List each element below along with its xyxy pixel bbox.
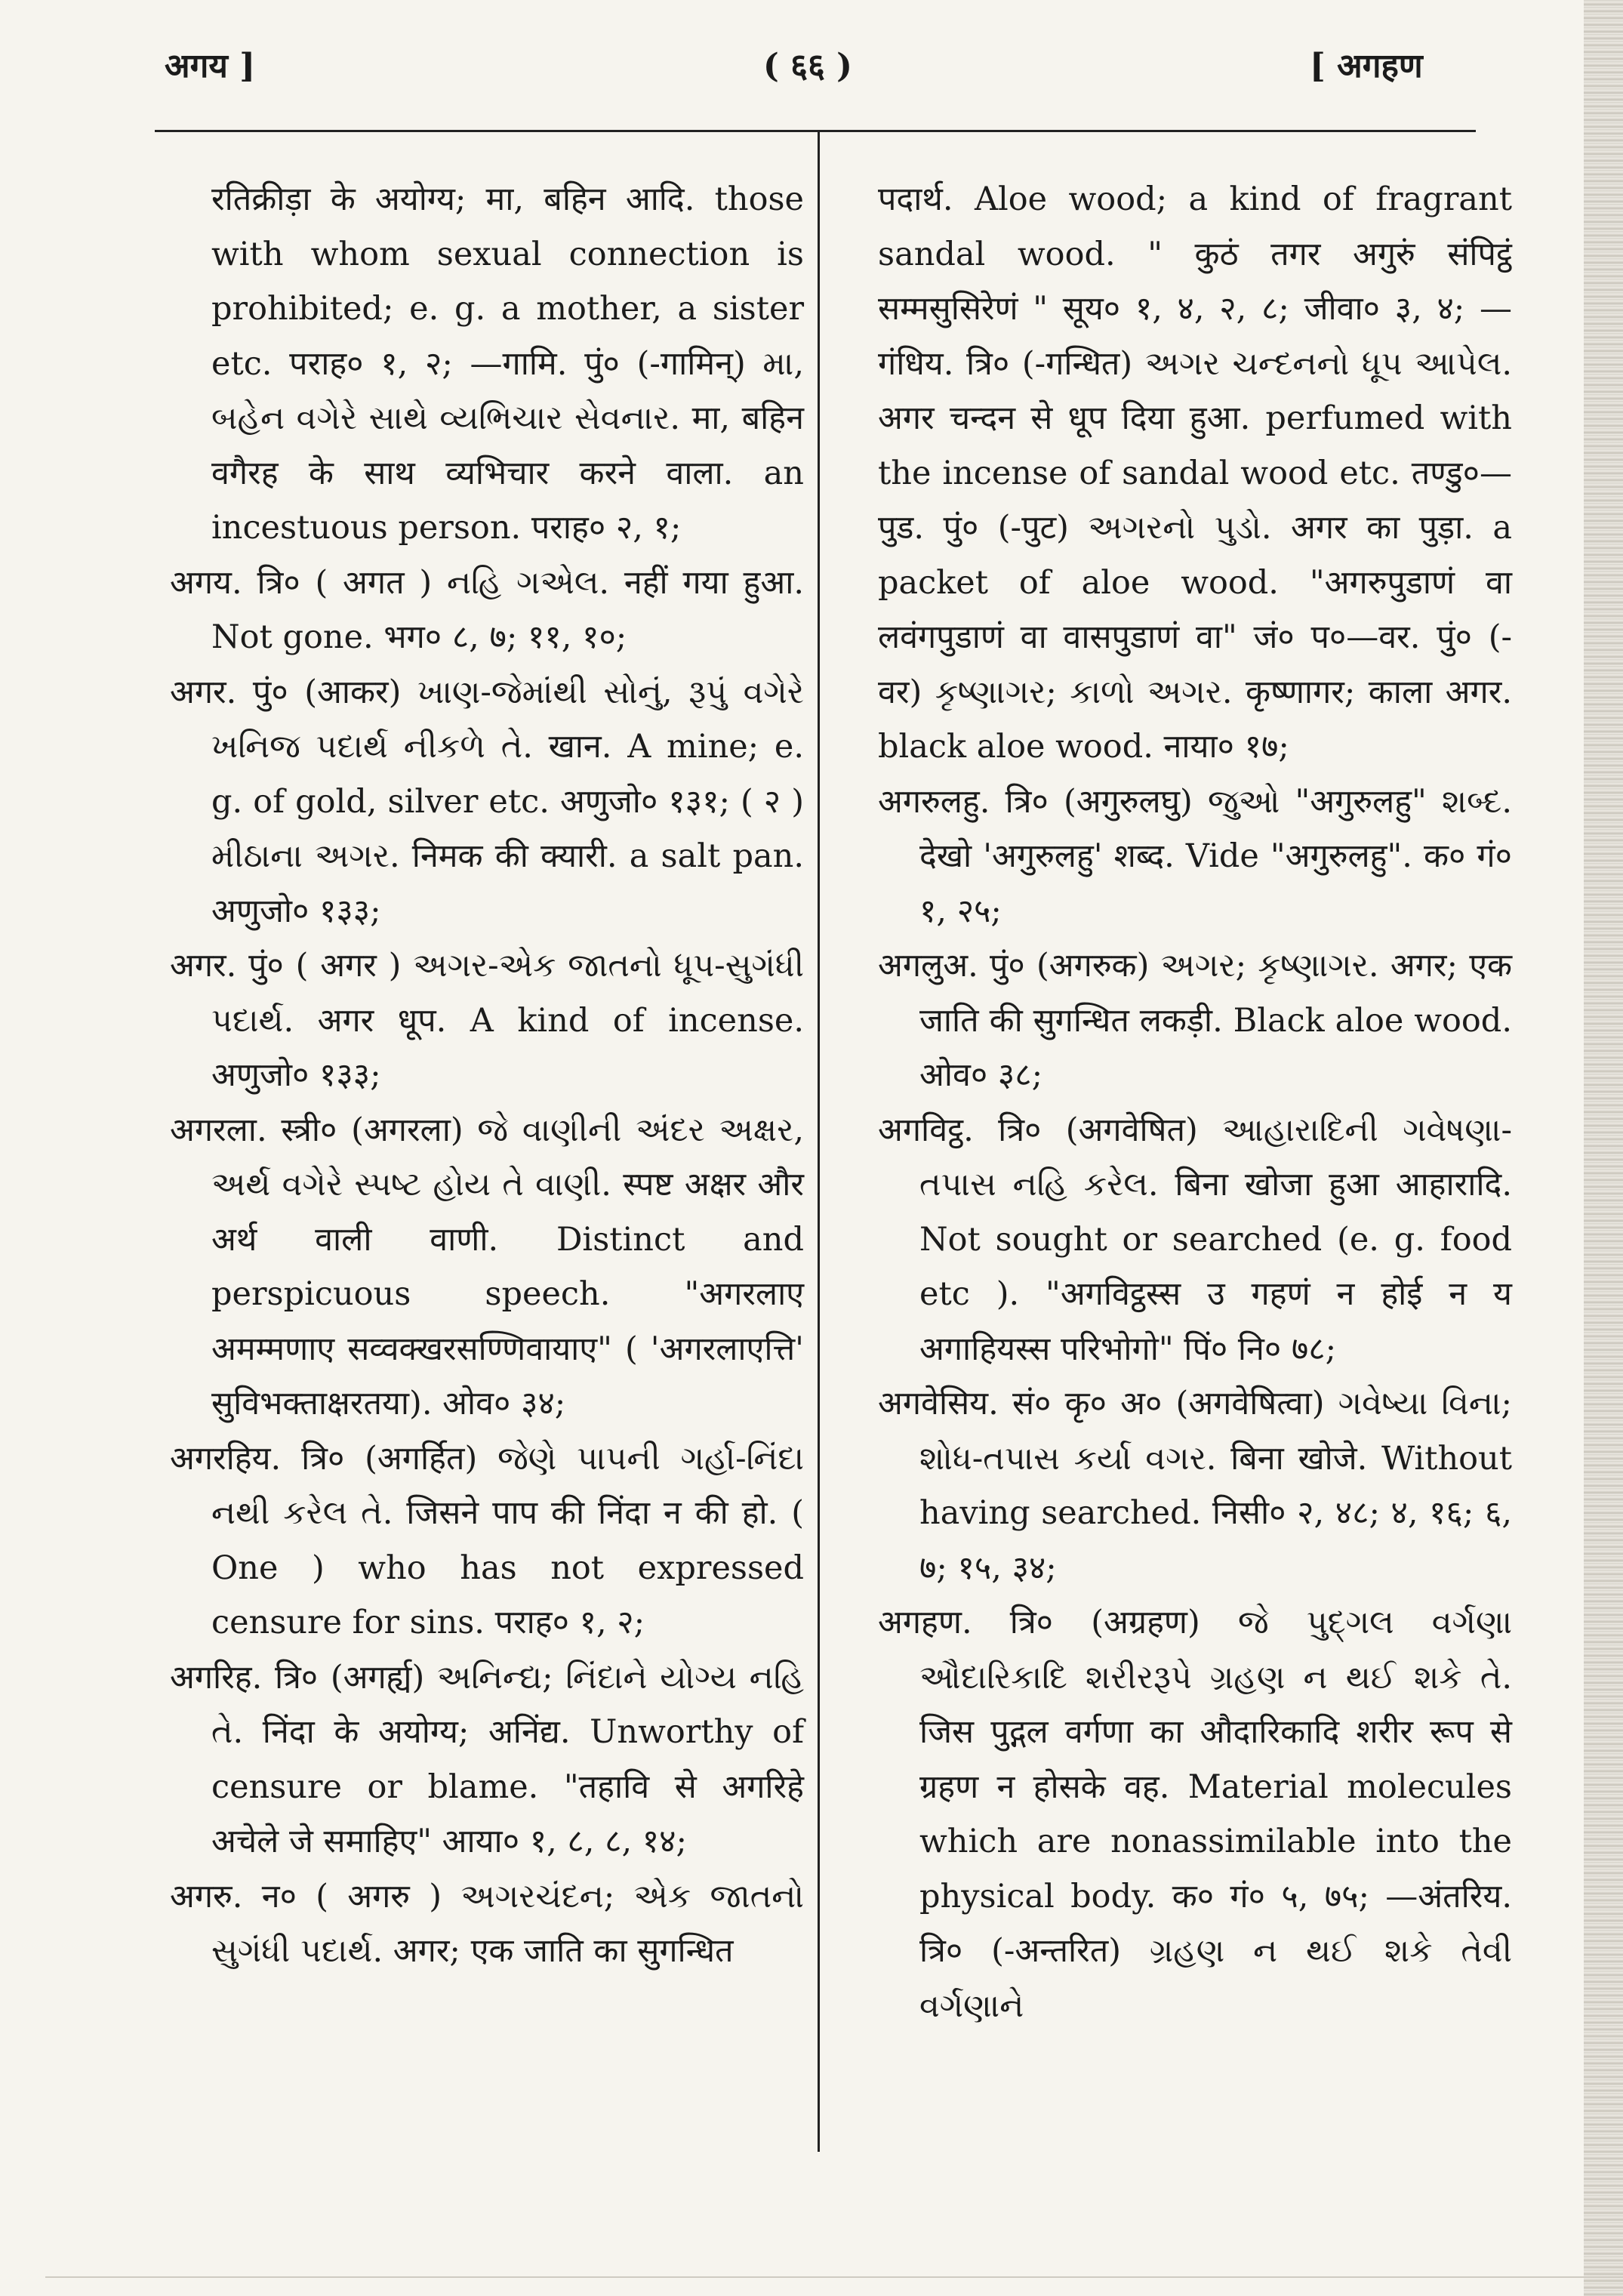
entry-agahana: अगहण. त्रि० (अग्रहण) જે પુદ્ગલ વર્ગણા ઔદારિકાદિ શરીરરૂપે ગ્રહણ ન થઈ શકે તે. जिस पुद्गल वर्गणा का औदारिकादि शरीर रूप से ग्रहण न होसके वह. Material molecules which are nonassimilable into the physical body. क० गं० ५, ७५; —अंतरिय. त्रि० (-अन्तरित) ગ્રહણ ન થઈ શકે તેવી વર્ગણાને (878, 1604, 1512, 2025)
entry-agaru: अगरु. न० ( अगरु ) અગરચંદન; એક જાતનો સુગંધી પદાર્થ. अगर; एक जाति का सुगन्धित (170, 1877, 804, 1970)
header-right-guide-word: [ अगहण (1310, 47, 1423, 85)
entry-agara-mine: अगर. पुं० (आकर) ખાણ-જેમાંથી સોનું, રૂપું વગેરે ખનિજ પદાર્થ નીકળે તે. खान. A mine; e. g. of gold, silver etc. अणुजो० १३१; ( २ ) મીઠાના અગર. निमक की क्यारी. a salt pan. अणुजो० १३३; (170, 673, 804, 930)
entry-agarala: अगरला. स्त्री० (अगरला) જે વાણીની અંદર અક્ષર, અર્થ વગેરે સ્પષ્ટ હોય તે વાણી. स्पष्ट अक्षर और अर्थ वाली वाणी. Distinct and perspicuous speech. "अगरलाए अमम्मणाए सव्वक्खरसण्णिवायाए" ( 'अगरलाएत्ति' सुविभक्ताक्षरतया). ओव० ३४; (170, 1111, 804, 1422)
entry-continuation: पदार्थ. Aloe wood; a kind of fragrant sandal wood. " कुठं तगर अगुरुं संपिट्ठं सम्मसुसिरेणं " सूय० १, ४, २, ८; जीवा० ३, ४; —गंधिय. त्रि० (-गन्धित) અગર ચન્દનનો ધૂપ આપેલ. अगर चन्दन से धूप दिया हुआ. perfumed with the incense of sandal wood etc. तण्डु०—पुड. पुं० (-पुट) અગરનો પુડો. अगर का पुड़ा. a packet of aloe wood. "अगरुपुडाणं वा लवंगपुडाणं वा वासपुडाणं वा" जं० प०—वर. पुं० (-वर) કૃષ્ણાગર; કાળો અગર. कृष्णागर; काला अगर. black aloe wood. नाया० १७; (878, 180, 1512, 766)
page-number: ( ६६ ) (762, 47, 853, 85)
entry-agara-incense: अगर. पुं० ( अगर ) અગર-એક જાતનો ધૂપ-સુગંધી પદાર્થ. अगर धूप. A kind of incense. अणुजो० १३३; (170, 947, 804, 1094)
header-left-guide-word: अगय ] (165, 47, 256, 85)
entry-agavittha: अगविट्ठ. त्रि० (अगवेषित) આહારાદિની ગવેષણા-તપાસ નહિ કરેલ. बिना खोजा हुआ आहारादि. Not sought or searched (e. g. food etc ). "अगविट्ठस्स उ गहणं न होई न य अगाहियस्स परिभोगो" पिं० नि० ७८; (878, 1111, 1512, 1368)
entry-agariha: अगरिह. त्रि० (अगर्ह्य) અનિન્દ્ય; નિંદાને યોગ્ય નહિ તે. निंदा के अयोग्य; अनिंद्य. Unworthy of censure or blame. "तहावि से अगरिहे अचेले जे समाहिए" आया० १, ८, ८, १४; (170, 1658, 804, 1860)
entry-agavesiya: अगवेसिय. सं० कृ० अ० (अगवेषित्वा) ગવેષ્યા વિના; શોધ-તપાસ કર્યા વગર. बिना खोजे. Without having searched. निसी० २, ४८; ४, १६; ६, ७; १५, ३४; (878, 1385, 1512, 1587)
entry-agarulahu: अगरुलहु. त्रि० (अगुरुलघु) જુઓ "अगुरुलहु" શબ્દ. देखो 'अगुरुलहु' शब्द. Vide "अगुरुलहु". क० गं० १, २५; (878, 782, 1512, 930)
entry-continuation: रतिक्रीड़ा के अयोग्य; मा, बहिन आदि. those with whom sexual connection is prohibited; e. g. a mother, a sister etc. पराह० १, २; —गामि. पुं० (-गामिन्) મા, બહેન વગેરે સાથે વ્યભિચાર સેવનાર. मा, बहिन वगैरह के साथ व्यभिचार करने वाला. an incestuous person. पराह० २, १; (211, 180, 804, 547)
column-divider (818, 132, 820, 2152)
entry-agaya: अगय. त्रि० ( अगत ) નહિ ગએલ. नहीं गया हुआ. Not gone. भग० ८, ७; ११, १०; (170, 563, 804, 656)
entry-agalua: अगलुअ. पुं० (अगरुक) અગર; કૃષ્ણાગર. अगर; एक जाति की सुगन्धित लकड़ी. Black aloe wood. ओव० ३८; (878, 947, 1512, 1094)
left-column (170, 172, 804, 1979)
scan-edge-strip (1584, 0, 1623, 2296)
header-rule (155, 130, 1476, 132)
right-column (878, 172, 1512, 2033)
scan-bottom-edge (45, 2276, 1623, 2278)
entry-agarahiya: अगरहिय. त्रि० (अगर्हित) જેણે પાપની ગર્હા-નિંદા નથી કરેલ તે. जिसने पाप की निंदा न की हो. ( One ) who has not expressed censure for sins. पराह० १, २; (170, 1439, 804, 1641)
